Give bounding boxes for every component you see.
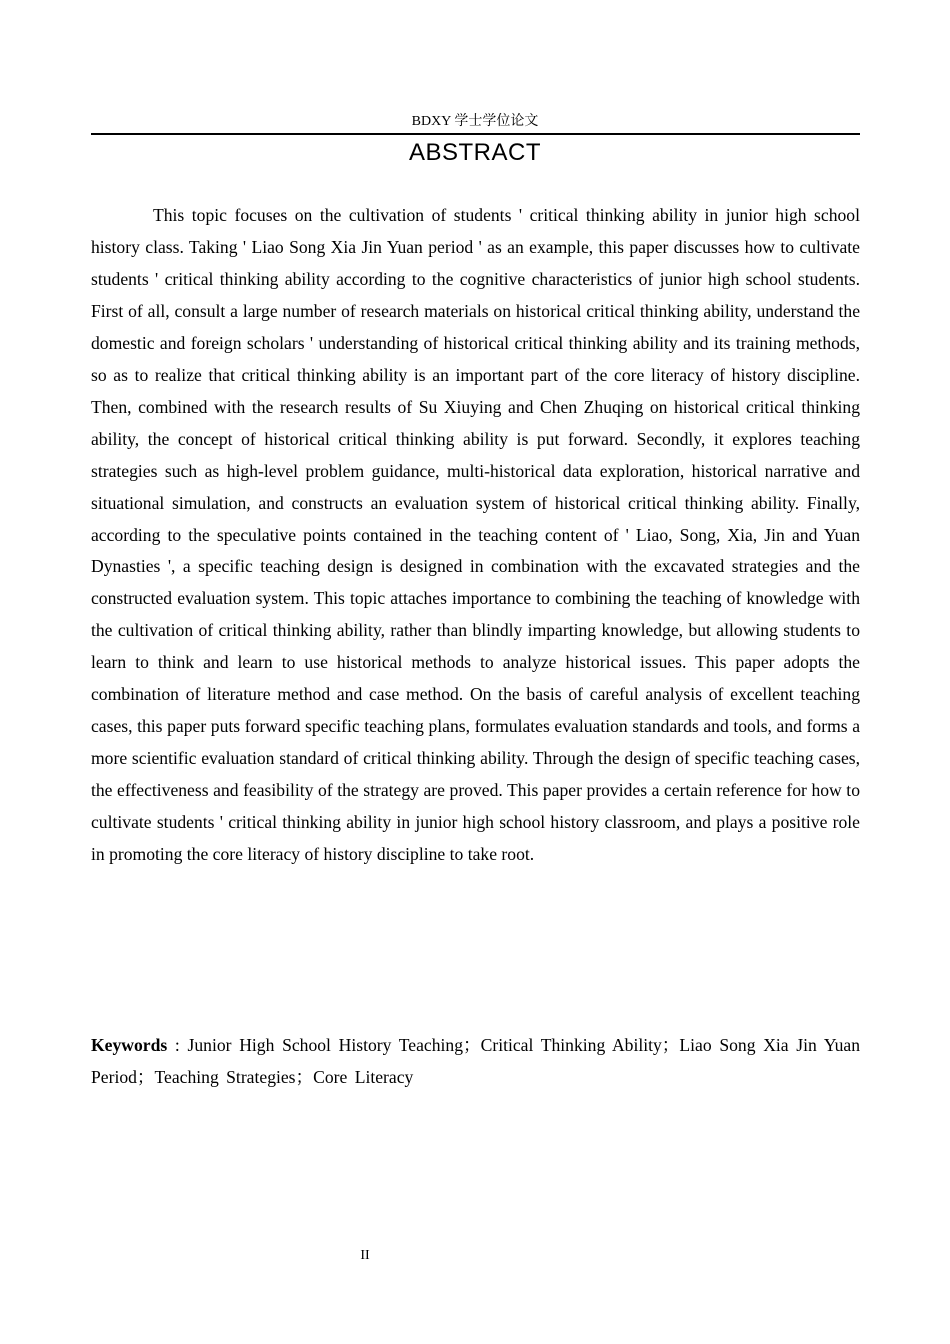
- running-header: BDXY 学士学位论文: [411, 114, 539, 129]
- page-title: ABSTRACT: [408, 139, 541, 166]
- keywords-separator: :: [167, 1035, 188, 1055]
- keywords-label: Keywords: [91, 1035, 168, 1055]
- page-number: II: [360, 1248, 370, 1263]
- header-divider: [91, 133, 860, 135]
- keywords-list: Junior High School History Teaching；Critical Thinking Ability；Liao Song Xia Jin Yuan Period；Teaching Strategies；Core Literacy: [91, 1035, 861, 1087]
- abstract-paragraph: This topic focuses on the cultivation of students ' critical thinking ability in junior high school history class. Taking ' Liao Song Xia Jin Yuan period ' as an example, this paper discusses how to cultivate students ' critical thinking ability according to the cognitive characteristics of junior high school students. First of all, consult a large number of research materials on historical critical thinking ability, understand the domestic and foreign scholars ' understanding of historical critical thinking ability and its training methods, so as to realize that critical thinking ability is an important part of the core literacy of history discipline. Then, combined with the research results of Su Xiuying and Chen Zhuqing on historical critical thinking ability, the concept of historical critical thinking ability is put forward. Secondly, it explores teaching strategies such as high-level problem guidance, multi-historical data exploration, historical narrative and situational simulation, and constructs an evaluation system of historical critical thinking ability. Finally, according to the speculative points contained in the teaching content of ' Liao, Song, Xia, Jin and Yuan Dynasties ', a specific teaching design is designed in combination with the excavated strategies and the constructed evaluation system. This topic attaches importance to combining the teaching of knowledge with the cultivation of critical thinking ability, rather than blindly imparting knowledge, but allowing students to learn to think and learn to use historical methods to analyze historical issues. This paper adopts the combination of literature method and case method. On the basis of careful analysis of excellent teaching cases, this paper puts forward specific teaching plans, formulates evaluation standards and tools, and forms a more scientific evaluation standard of critical thinking ability. Through the design of specific teaching cases, the effectiveness and feasibility of the strategy are proved. This paper provides a certain reference for how to cultivate students ' critical thinking ability in junior high school history classroom, and plays a positive role in promoting the core literacy of history discipline to take root.: [91, 205, 860, 865]
- keywords-paragraph: [91, 1030, 860, 1094]
